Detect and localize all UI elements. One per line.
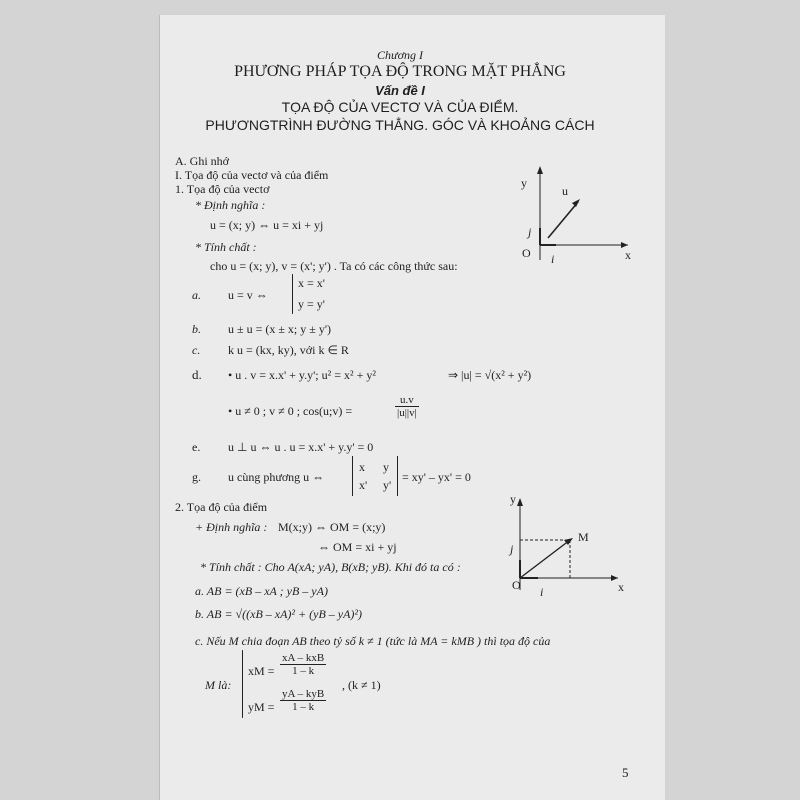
vector-u-arrow xyxy=(548,202,578,238)
section-i-heading: I. Tọa độ của vectơ và của điểm xyxy=(175,168,329,182)
chapter-title: PHƯƠNG PHÁP TỌA ĐỘ TRONG MẶT PHẲNG xyxy=(234,63,566,80)
determinant xyxy=(352,456,398,496)
point-definition-formula: M(x;y) ⇔ OM = (x;y) xyxy=(278,520,386,534)
definition-label: * Định nghĩa : xyxy=(195,198,266,212)
item-d-formula-1-tail: ⇒ |u| = √(x² + y²) xyxy=(448,368,532,382)
point-item-a: a. AB = (xB – xA ; yB – yA) xyxy=(195,584,328,598)
m-brace xyxy=(242,650,243,718)
item-a-label: a. xyxy=(192,288,201,302)
om-vector xyxy=(520,540,570,578)
item-b-formula: u ± u = (x ± x; y ± y') xyxy=(228,322,332,336)
diagram2-i-label: i xyxy=(540,585,544,599)
xm-numerator: xA – kxB xyxy=(282,652,325,664)
diagram2-origin-label: O xyxy=(512,578,521,592)
diagram1-u-label: u xyxy=(562,184,568,198)
item-g-rhs: = xy' – yx' = 0 xyxy=(402,470,471,484)
y-axis-arrow-icon xyxy=(537,166,543,174)
item-e-label: e. xyxy=(192,440,201,454)
point-coordinates-heading: 2. Tọa độ của điểm xyxy=(175,500,268,514)
diagram1-y-label: y xyxy=(521,176,527,190)
point-item-c: c. Nếu M chia đoạn AB theo tỷ số k ≠ 1 (tức là MA = kMB ) thì tọa độ của xyxy=(195,634,551,648)
diagram1-j-label: j xyxy=(528,225,532,239)
item-a-line-2: y = y' xyxy=(298,297,325,311)
item-d-label: d. xyxy=(192,367,202,382)
subtitle-line-1: TỌA ĐỘ CỦA VECTƠ VÀ CỦA ĐIỂM. xyxy=(281,99,519,115)
section-a-heading: A. Ghi nhớ xyxy=(175,154,230,168)
point-definition-formula-2: ⇔ OM = xi + yj xyxy=(318,540,397,554)
diagram2-y-label: y xyxy=(510,492,516,506)
topic-label: Vấn đề I xyxy=(375,83,425,98)
item-a-brace xyxy=(292,274,293,314)
ym-numerator: yA – kyB xyxy=(282,688,325,700)
item-g-label: g. xyxy=(192,470,201,484)
vector-definition-formula: u = (x; y) ⇔ u = xi + yj xyxy=(210,218,324,232)
point-item-b: b. AB = √((xB – xA)² + (yB – yA)²) xyxy=(195,607,363,621)
item-a-line-1: x = x' xyxy=(298,276,325,290)
diagram1-origin-label: O xyxy=(522,246,531,260)
item-e-formula: u ⊥ u ⇔ u . u = x.x' + y.y' = 0 xyxy=(228,440,374,454)
chapter-label: Chương I xyxy=(377,48,423,62)
det-m22: y' xyxy=(383,478,392,492)
cosine-numerator: u.v xyxy=(395,394,419,407)
item-b-label: b. xyxy=(192,322,201,336)
vector-u-head-icon xyxy=(572,199,580,207)
item-a-lhs: u = v ⇔ xyxy=(228,288,268,302)
x-axis-2-arrow-icon xyxy=(611,575,618,581)
k-condition: , (k ≠ 1) xyxy=(342,678,381,692)
diagram1-i-label: i xyxy=(551,252,555,266)
xm-denominator: 1 – k xyxy=(292,665,315,677)
subtitle-line-2: PHƯƠNGTRÌNH ĐƯỜNG THẲNG. GÓC VÀ KHOẢNG CÁCH xyxy=(205,117,595,133)
item-d-formula-1: • u . v = x.x' + y.y'; u² = x² + y² xyxy=(228,368,376,382)
item-c-formula: k u = (kx, ky), với k ∈ R xyxy=(228,343,349,357)
xm-fraction xyxy=(280,652,326,677)
det-m12: y xyxy=(383,460,389,474)
page-number: 5 xyxy=(622,765,629,780)
property-label: * Tính chất : xyxy=(195,240,257,254)
diagram2-j-label: j xyxy=(510,542,514,556)
item-d-formula-2: • u ≠ 0 ; v ≠ 0 ; cos(u;v) = xyxy=(228,404,353,418)
ym-fraction xyxy=(280,688,326,713)
y-axis-2-arrow-icon xyxy=(517,498,523,506)
diagram1-x-label: x xyxy=(625,248,631,262)
point-property-label: * Tính chất : Cho A(xA; yA), B(xB; yB). Khi đó ta có : xyxy=(200,560,461,574)
ym-denominator: 1 – k xyxy=(292,701,315,713)
diagram2-x-label: x xyxy=(618,580,624,594)
cosine-denominator: |u||v| xyxy=(397,407,417,419)
item-g-lhs: u cùng phương u ⇔ xyxy=(228,470,325,484)
point-definition-label: + Định nghĩa : xyxy=(195,520,268,534)
item-c-label: c. xyxy=(192,343,201,357)
m-label: M là: xyxy=(205,678,232,692)
ym-lhs: yM = xyxy=(248,700,275,714)
det-m21: x' xyxy=(359,478,368,492)
vector-coordinates-heading: 1. Tọa độ của vectơ xyxy=(175,182,270,196)
det-m11: x xyxy=(359,460,365,474)
diagram2-m-label: M xyxy=(578,530,589,544)
xm-lhs: xM = xyxy=(248,664,275,678)
cosine-fraction xyxy=(395,394,419,419)
property-intro: cho u = (x; y), v = (x'; y') . Ta có các công thức sau: xyxy=(210,259,458,273)
